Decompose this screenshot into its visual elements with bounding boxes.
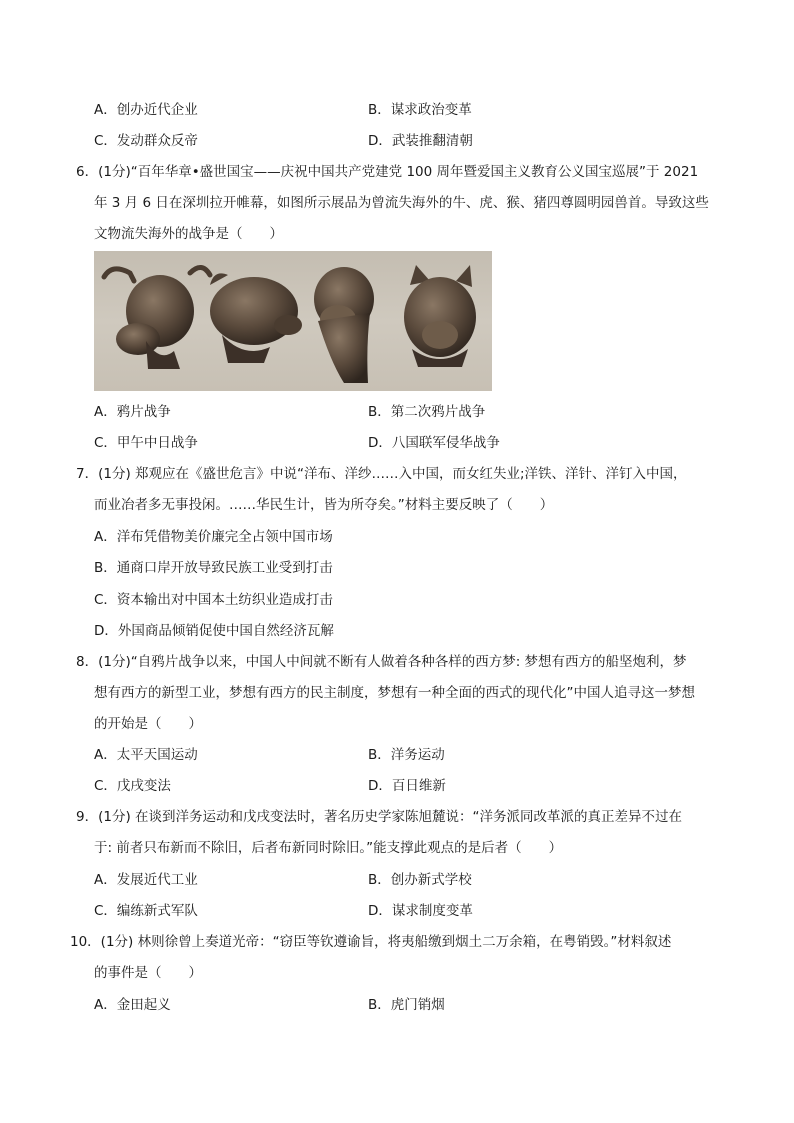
q9-stem-line-1: 9．(1分) 在谈到洋务运动和戊戌变法时，著名历史学家陈旭麓说：“洋务派同改革派的真正差异不过在 (76, 809, 682, 825)
q7-stem-line-1: 7．(1分) 郑观应在《盛世危言》中说“洋布、洋纱……入中国，而女红失业;洋铁、洋针、洋钉入中国， (76, 466, 687, 482)
q10-option-a: A．金田起义 (94, 997, 171, 1013)
q6-option-a: A．鸦片战争 (94, 404, 171, 420)
q8-stem-line-1: 8．(1分)“自鸦片战争以来，中国人中间就不断有人做着各种各样的西方梦: 梦想有西方的船坚炮利，梦 (76, 654, 687, 670)
q10-option-b: B．虎门销烟 (368, 997, 445, 1013)
q10-stem-line-2: 的事件是（ ） (94, 965, 202, 981)
ox-head-icon (104, 267, 210, 369)
q8-option-d: D．百日维新 (368, 778, 446, 794)
q6-option-d: D．八国联军侵华战争 (368, 435, 500, 451)
q8-option-b: B．洋务运动 (368, 747, 445, 763)
q10-stem-line-1: 10．(1分) 林则徐曾上奏道光帝：“窃臣等钦遵谕旨，将夷船缴到烟土二万余箱，在粤销毁。”材料叙述 (70, 934, 672, 950)
q6-stem-line-1: 6．(1分)“百年华章•盛世国宝——庆祝中国共产党建党 100 周年暨爱国主义教育公义国宝巡展”于 2021 (76, 164, 699, 180)
q9-stem-line-2: 于: 前者只布新而不除旧，后者布新同时除旧。”能支撑此观点的是后者（ ） (94, 840, 563, 856)
q5-option-b: B．谋求政治变革 (368, 102, 472, 118)
monkey-head-icon (314, 267, 374, 383)
q5-option-a: A．创办近代企业 (94, 102, 198, 118)
q6-option-c: C．甲午中日战争 (94, 435, 198, 451)
q6-stem-line-3: 文物流失海外的战争是（ ） (94, 226, 283, 242)
q7-stem-line-2: 而业冶者多无事投闲。……华民生计，皆为所夺矣。”材料主要反映了（ ） (94, 497, 554, 513)
q9-option-b: B．创办新式学校 (368, 872, 472, 888)
q6-stem-line-2: 年 3 月 6 日在深圳拉开帷幕，如图所示展品为曾流失海外的牛、虎、猴、猪四尊圆明园兽首。导致这些 (94, 195, 709, 211)
q7-option-c: C．资本输出对中国本土纺织业造成打击 (94, 592, 333, 608)
q7-option-a: A．洋布凭借物美价廉完全占领中国市场 (94, 529, 333, 545)
q9-option-c: C．编练新式军队 (94, 903, 198, 919)
q8-stem-line-3: 的开始是（ ） (94, 716, 202, 732)
q8-stem-line-2: 想有西方的新型工业，梦想有西方的民主制度，梦想有一种全面的西式的现代化”中国人追寻这一梦想 (94, 685, 695, 701)
pig-head-icon (210, 273, 302, 363)
q8-option-c: C．戊戌变法 (94, 778, 171, 794)
bronze-heads-illustration (94, 251, 492, 391)
q8-option-a: A．太平天国运动 (94, 747, 198, 763)
q9-option-a: A．发展近代工业 (94, 872, 198, 888)
q6-option-b: B．第二次鸦片战争 (368, 404, 486, 420)
q5-option-d: D．武装推翻清朝 (368, 133, 473, 149)
q7-option-d: D．外国商品倾销促使中国自然经济瓦解 (94, 623, 334, 639)
zodiac-bronze-heads-photo (94, 251, 492, 391)
q9-option-d: D．谋求制度变革 (368, 903, 473, 919)
q7-option-b: B．通商口岸开放导致民族工业受到打击 (94, 560, 333, 576)
q5-option-c: C．发动群众反帝 (94, 133, 198, 149)
tiger-head-icon (404, 265, 476, 367)
